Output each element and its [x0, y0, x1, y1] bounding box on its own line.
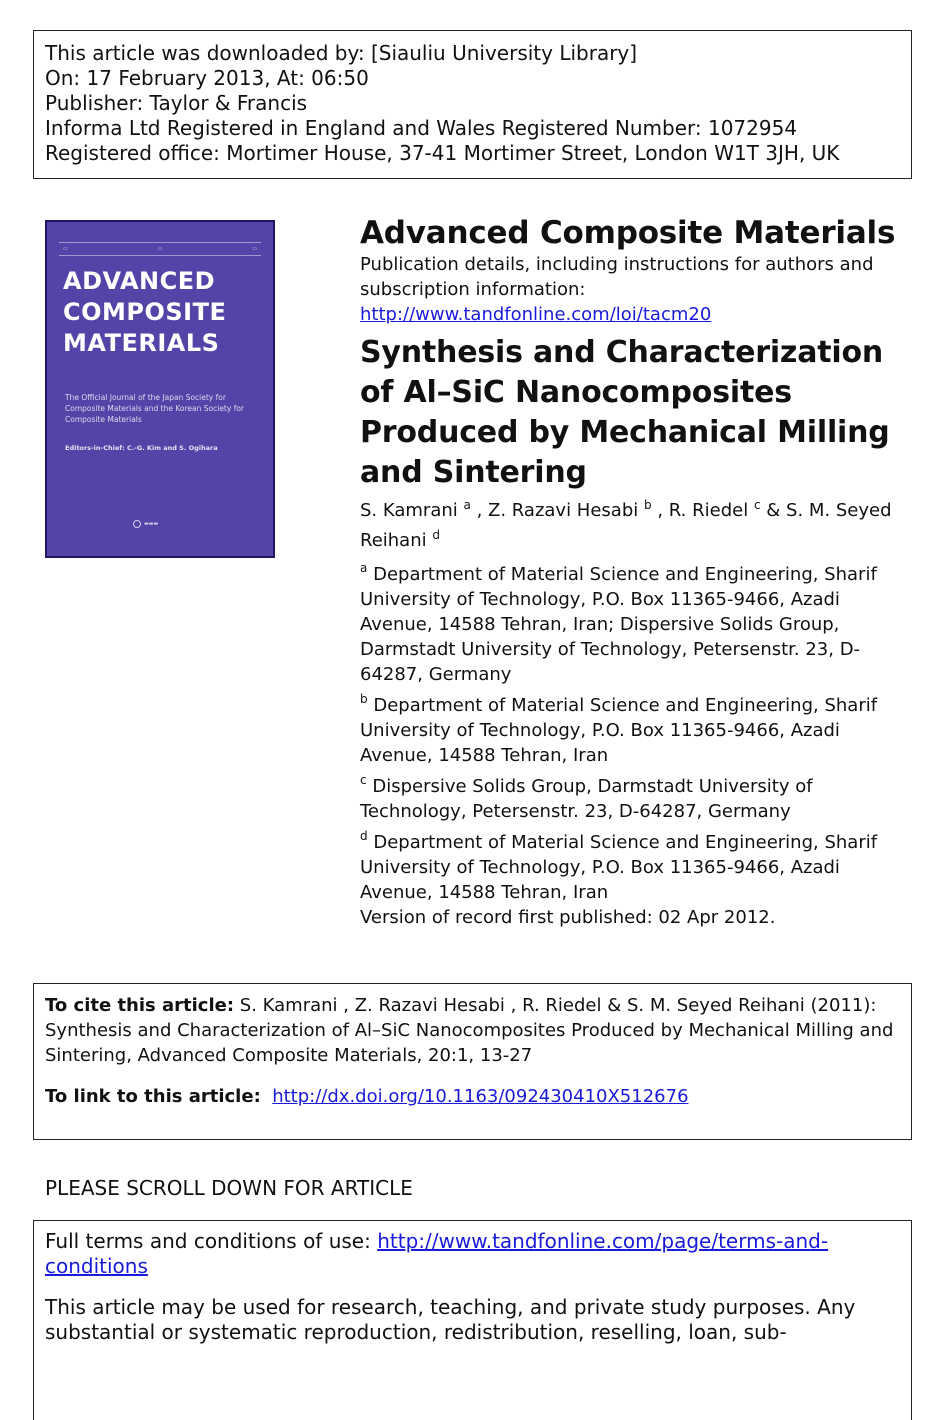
publisher-logo-icon	[133, 520, 141, 528]
affiliation-b-text: Department of Material Science and Engineering, Sharif University of Technology, P.O. Box 11365-9466, Azadi Avenue, 14588 Tehran, Iran	[360, 695, 878, 766]
affiliation-d	[360, 830, 905, 905]
affiliation-d-sup: d	[360, 829, 368, 843]
terms-line	[45, 1229, 900, 1279]
download-line-library: This article was downloaded by: [Siauliu University Library]	[45, 41, 638, 65]
author-4-sup: d	[432, 528, 440, 542]
journal-title: Advanced Composite Materials	[360, 215, 896, 251]
download-line-registration: Informa Ltd Registered in England and Wales Registered Number: 1072954	[45, 116, 798, 140]
cover-title-line3: MATERIALS	[63, 329, 220, 357]
terms-prefix: Full terms and conditions of use:	[45, 1229, 378, 1253]
affiliation-c-text: Dispersive Solids Group, Darmstadt University of Technology, Petersenstr. 23, D-64287, Germany	[360, 776, 813, 822]
cover-title-line1: ADVANCED	[63, 267, 216, 295]
download-info-box	[33, 30, 912, 179]
affiliation-c	[360, 774, 905, 824]
author-list	[360, 496, 905, 556]
cover-editors: Editors-in-Chief: C.-G. Kim and S. Ogihara	[65, 444, 218, 452]
terms-body: This article may be used for research, teaching, and private study purposes. Any substantial or systematic reproduction, redistribution, reselling, loan, sub-	[45, 1295, 856, 1344]
author-3-sup: c	[753, 498, 761, 512]
article-info-column	[360, 214, 905, 930]
article-title: Synthesis and Characterization of Al–SiC Nanocomposites Produced by Mechanical Milling and Sintering	[360, 335, 890, 490]
article-link-row	[45, 1084, 900, 1109]
affiliation-a-sup: a	[360, 561, 368, 575]
journal-url-link[interactable]: http://www.tandfonline.com/loi/tacm20	[360, 304, 712, 325]
scroll-down-notice: PLEASE SCROLL DOWN FOR ARTICLE	[45, 1176, 413, 1200]
author-1-sup: a	[463, 498, 471, 512]
author-3: , R. Riedel	[657, 500, 749, 521]
cover-bar-mark-left: ▭	[63, 246, 68, 252]
affiliation-a	[360, 562, 905, 687]
cover-bar-mark-right: ▭	[252, 246, 257, 252]
citation-text: S. Kamrani , Z. Razavi Hesabi , R. Riedel & S. M. Seyed Reihani (2011): Synthesis and Characterization of Al–SiC Nanocomposites Produced by Mechanical Milling and Sintering, Advanced Composite Materials, 20:1, 13-27	[45, 995, 894, 1066]
cover-subtitle: The Official Journal of the Japan Society for Composite Materials and the Korean Society for Composite Materials	[65, 393, 245, 424]
download-line-publisher: Publisher: Taylor & Francis	[45, 91, 308, 115]
affiliation-b	[360, 693, 905, 768]
publication-details	[360, 252, 905, 327]
affiliation-b-sup: b	[360, 692, 368, 706]
author-2: , Z. Razavi Hesabi	[476, 500, 639, 521]
journal-cover-image	[45, 220, 275, 558]
cover-bar-mark-center: ▭	[157, 246, 163, 252]
terms-url-link[interactable]: http://www.tandfonline.com/page/terms-and-conditions	[45, 1229, 829, 1278]
cover-top-bar	[59, 242, 261, 256]
publication-details-text: Publication details, including instructions for authors and subscription information:	[360, 254, 874, 300]
affiliation-d-text: Department of Material Science and Engineering, Sharif University of Technology, P.O. Box 11365-9466, Azadi Avenue, 14588 Tehran, Iran	[360, 832, 878, 903]
doi-link[interactable]: http://dx.doi.org/10.1163/092430410X512676	[272, 1086, 689, 1107]
citation-label: To cite this article:	[45, 995, 235, 1016]
affiliation-a-text: Department of Material Science and Engineering, Sharif University of Technology, P.O. Box 11365-9466, Azadi Avenue, 14588 Tehran, Iran; Dispersive Solids Group, Darmstadt University of Technology, Petersenstr. 23, D-64287, Germany	[360, 564, 877, 685]
author-4: & S. M. Seyed Reihani	[360, 500, 892, 551]
author-2-sup: b	[644, 498, 652, 512]
article-link-label: To link to this article:	[45, 1086, 261, 1107]
terms-box	[33, 1220, 912, 1420]
version-of-record: Version of record first published: 02 Apr 2012.	[360, 907, 776, 928]
cover-title	[63, 266, 263, 359]
cover-title-line2: COMPOSITE	[63, 298, 227, 326]
publisher-logo-mark: ▬▬▬	[144, 521, 159, 527]
author-1: S. Kamrani	[360, 500, 458, 521]
affiliation-c-sup: c	[360, 773, 367, 787]
citation	[45, 993, 900, 1068]
download-line-date: On: 17 February 2013, At: 06:50	[45, 66, 369, 90]
citation-box	[33, 983, 912, 1140]
download-line-office: Registered office: Mortimer House, 37-41 Mortimer Street, London W1T 3JH, UK	[45, 141, 840, 165]
publisher-logo	[133, 518, 191, 530]
